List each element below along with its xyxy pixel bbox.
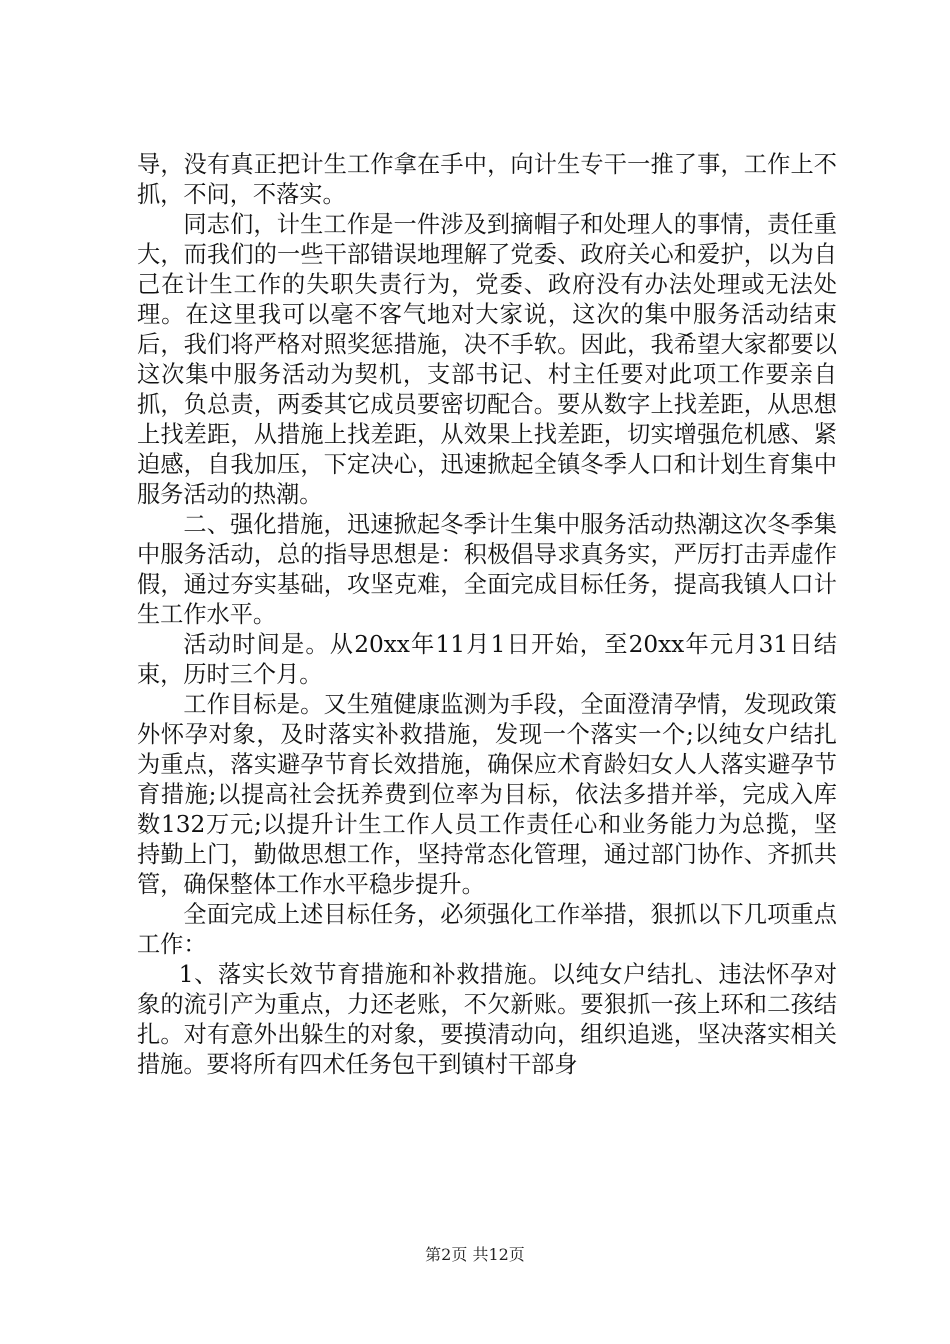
paragraph-3: 二、强化措施，迅速掀起冬季计生集中服务活动热潮这次冬季集中服务活动，总的指导思想是：积极倡导求真务实，严厉打击弄虚作假，通过夯实基础，攻坚克难，全面完成目标任务，提高我镇人口计生工作水平。 [137,511,837,628]
paragraph-2: 同志们，计生工作是一件涉及到摘帽子和处理人的事情，责任重大，而我们的一些干部错误地理解了党委、政府关心和爱护，以为自己在计生工作的失职失责行为，党委、政府没有办法处理或无法处理。在这里我可以毫不客气地对大家说，这次的集中服务活动结束后，我们将严格对照奖惩措施，决不手软。因此，我希望大家都要以这次集中服务活动为契机，支部书记、村主任要对此项工作要亲自抓，负总责，两委其它成员要密切配合。要从数字上找差距，从思想上找差距，从措施上找差距，从效果上找差距，切实增强危机感、紧迫感，自我加压，下定决心，迅速掀起全镇冬季人口和计划生育集中服务活动的热潮。 [137,211,837,508]
paragraph-1: 导，没有真正把计生工作拿在手中，向计生专干一推了事，工作上不抓，不问，不落实。 [137,151,837,208]
page-number-label: 第2页 共12页 [425,1245,525,1264]
document-body [137,150,837,1080]
paragraph-6: 全面完成上述目标任务，必须强化工作举措，狠抓以下几项重点工作： [137,901,837,958]
paragraph-7: 1、落实长效节育措施和补救措施。以纯女户结扎、违法怀孕对象的流引产为重点，力还老账，不欠新账。要狠抓一孩上环和二孩结扎。对有意外出躲生的对象，要摸清动向，组织追逃，坚决落实相关措施。要将所有四术任务包干到镇村干部身 [137,961,837,1078]
paragraph-5: 工作目标是。又生殖健康监测为手段，全面澄清孕情，发现政策外怀孕对象，及时落实补救措施，发现一个落实一个;以纯女户结扎为重点，落实避孕节育长效措施，确保应术育龄妇女人人落实避孕节育措施;以提高社会抚养费到位率为目标，依法多措并举，完成入库数132万元;以提升计生工作人员工作责任心和业务能力为总揽，坚持勤上门，勤做思想工作，坚持常态化管理，通过部门协作、齐抓共管，确保整体工作水平稳步提升。 [137,691,837,898]
paragraph-4: 活动时间是。从20xx年11月1日开始，至20xx年元月31日结束，历时三个月。 [137,631,837,688]
page-footer [0,1244,950,1266]
